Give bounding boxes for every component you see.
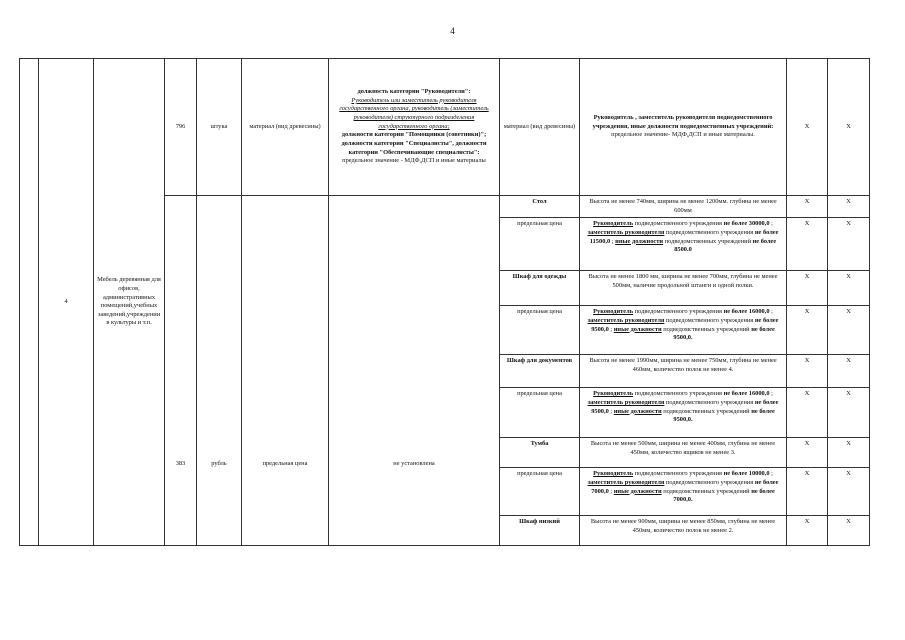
price-part: не более 9500,0 bbox=[591, 398, 779, 415]
price-part: подведомственных учреждений bbox=[663, 237, 753, 245]
x-mark: Х bbox=[787, 438, 828, 468]
item-name: предельная цена bbox=[500, 306, 580, 355]
price-part: иные должности bbox=[615, 237, 664, 245]
characteristic-name: предельная цена bbox=[242, 196, 329, 546]
limits-managers: Руководитель или заместитель руководителя государственного органа, руководитель (заместитель руководителя) структурного подразделения государственного органа; bbox=[339, 96, 489, 130]
price-part: подведомственного учреждения bbox=[664, 478, 755, 486]
x-mark: Х bbox=[828, 271, 870, 306]
item-price-limits bbox=[580, 218, 787, 271]
empty-cell bbox=[20, 59, 39, 546]
x-mark: Х bbox=[828, 306, 870, 355]
item-name: Тумба bbox=[500, 438, 580, 468]
price-part: не более 16000,0 bbox=[723, 390, 770, 398]
row-number: 4 bbox=[39, 59, 94, 546]
price-part: не более 30000,0 bbox=[723, 220, 770, 228]
x-mark: Х bbox=[828, 388, 870, 438]
page-number: 4 bbox=[450, 26, 455, 36]
x-mark: Х bbox=[828, 468, 870, 516]
x-mark: Х bbox=[828, 516, 870, 546]
item-name: Шкаф низкий bbox=[500, 516, 580, 546]
item-price-limits bbox=[580, 306, 787, 355]
x-mark: Х bbox=[828, 196, 870, 218]
x-mark: Х bbox=[787, 196, 828, 218]
x-mark: Х bbox=[787, 218, 828, 271]
price-part: заместитель руководителя bbox=[587, 398, 665, 406]
price-part: подведомственного учреждения bbox=[633, 220, 724, 228]
price-part: не более 9500,0 bbox=[591, 316, 779, 333]
price-part: ; bbox=[769, 220, 773, 228]
price-part: Руководитель bbox=[593, 220, 634, 228]
item-name: Шкаф для одежды bbox=[500, 271, 580, 306]
x-mark: Х bbox=[787, 388, 828, 438]
price-part: не более 7000,0. bbox=[673, 487, 775, 504]
price-part: заместитель руководителя bbox=[587, 316, 665, 324]
limit-values: не установлена bbox=[329, 196, 500, 546]
price-part: подведомственного учреждения bbox=[633, 390, 724, 398]
item-description: Высота не менее 1990мм, ширина не менее 750мм, глубина не менее 460мм, количество полок не менее 4. bbox=[580, 355, 787, 388]
item-name: Стол bbox=[500, 196, 580, 218]
x-mark: Х bbox=[828, 59, 870, 196]
limits-other-positions: должности категории "Помощники (советники)"; должности категории "Специалисты", должности категории "Обеспечивающие специалисты": bbox=[341, 131, 487, 156]
item-name: предельная цена bbox=[500, 388, 580, 438]
price-part: не более 9500,0. bbox=[673, 325, 775, 342]
item-name: предельная цена bbox=[500, 468, 580, 516]
price-part: не более 16000,0 bbox=[723, 308, 770, 316]
x-mark: Х bbox=[828, 438, 870, 468]
subordinate-positions: Руководитель , заместитель руководителя подведомственного учреждения, иные должности подведомственных учреждений: bbox=[592, 114, 774, 130]
item-description: Высота не менее 1800 мм, ширина не менее 700мм, глубина не менее 500мм, наличие продольной штанги и одной полки. bbox=[580, 271, 787, 306]
price-part: не более 9500,0. bbox=[673, 407, 775, 424]
unit-name: рубль bbox=[197, 196, 242, 546]
item-price-limits bbox=[580, 388, 787, 438]
price-part: подведомственных учреждений bbox=[661, 325, 752, 333]
price-part: ; bbox=[769, 308, 773, 316]
price-part: ; bbox=[769, 470, 773, 478]
x-mark: Х bbox=[787, 355, 828, 388]
price-part: Руководитель bbox=[593, 470, 634, 478]
unit-name: штука bbox=[197, 59, 242, 196]
price-part: подведомственных учреждений bbox=[661, 407, 752, 415]
limit-values bbox=[329, 59, 500, 196]
price-part: иные должности bbox=[613, 407, 662, 415]
price-part: не более 10000,0 bbox=[723, 470, 770, 478]
limits-value: предельное значение - МДФ,ДСП и иные материалы bbox=[342, 157, 486, 165]
x-mark: Х bbox=[787, 516, 828, 546]
item-description: Высота не менее 900мм, ширина не менее 850мм, глубина не менее 450мм, количество полок не менее 2. bbox=[580, 516, 787, 546]
price-part: ; bbox=[769, 390, 773, 398]
price-part: не более 7000,0 bbox=[591, 478, 779, 495]
price-part: не более 11500,0 bbox=[589, 228, 779, 245]
x-mark: Х bbox=[787, 271, 828, 306]
okei-code: 796 bbox=[165, 59, 197, 196]
category-name: Мебель деревянная для офисов, административных помещений,учебных заведений,учреждении в культуры и т.п. bbox=[94, 59, 165, 546]
price-part: подведомственного учреждения bbox=[664, 316, 755, 324]
price-part: Руководитель bbox=[593, 308, 634, 316]
x-mark: Х bbox=[828, 355, 870, 388]
price-part: заместитель руководителя bbox=[587, 478, 665, 486]
item-price-limits bbox=[580, 468, 787, 516]
x-mark: Х bbox=[787, 59, 828, 196]
price-part: подведомственного учреждения bbox=[633, 308, 724, 316]
x-mark: Х bbox=[787, 468, 828, 516]
subordinate-value: предельное значение- МДФ,ДСП и иные материалы. bbox=[611, 131, 755, 139]
price-part: ; bbox=[610, 237, 616, 245]
price-part: подведомственного учреждения bbox=[633, 470, 724, 478]
limits-heading: должность категории "Руководители": bbox=[357, 88, 471, 96]
price-part: ; bbox=[608, 325, 614, 333]
subordinate-values bbox=[580, 59, 787, 196]
price-part: подведомственных учреждений bbox=[661, 487, 752, 495]
x-mark: Х bbox=[787, 306, 828, 355]
price-part: ; bbox=[608, 487, 614, 495]
price-part: не более 8500.0 bbox=[674, 237, 777, 254]
requirements-table bbox=[19, 58, 870, 546]
price-part: подведомственного учреждения bbox=[664, 398, 755, 406]
item-name: Шкаф для документов bbox=[500, 355, 580, 388]
item-description: Высота не менее 500мм, ширина не менее 400мм, глубина не менее 450мм, количество ящиков не менее 3. bbox=[580, 438, 787, 468]
price-part: подведомственного учреждения bbox=[664, 228, 755, 236]
price-part: заместитель руководителя bbox=[587, 228, 665, 236]
price-part: Руководитель bbox=[593, 390, 634, 398]
okei-code: 383 bbox=[165, 196, 197, 546]
item-name: предельная цена bbox=[500, 218, 580, 271]
characteristic-name-2: материал (вид древесины) bbox=[500, 59, 580, 196]
price-part: ; bbox=[608, 407, 614, 415]
price-part: иные должности bbox=[613, 325, 662, 333]
price-part: иные должности bbox=[613, 487, 662, 495]
characteristic-name: материал (вид древесины) bbox=[242, 59, 329, 196]
table-row bbox=[20, 59, 870, 196]
item-description: Высота не менее 740мм, ширина не менее 1200мм. глубина не менее 600мм bbox=[580, 196, 787, 218]
x-mark: Х bbox=[828, 218, 870, 271]
